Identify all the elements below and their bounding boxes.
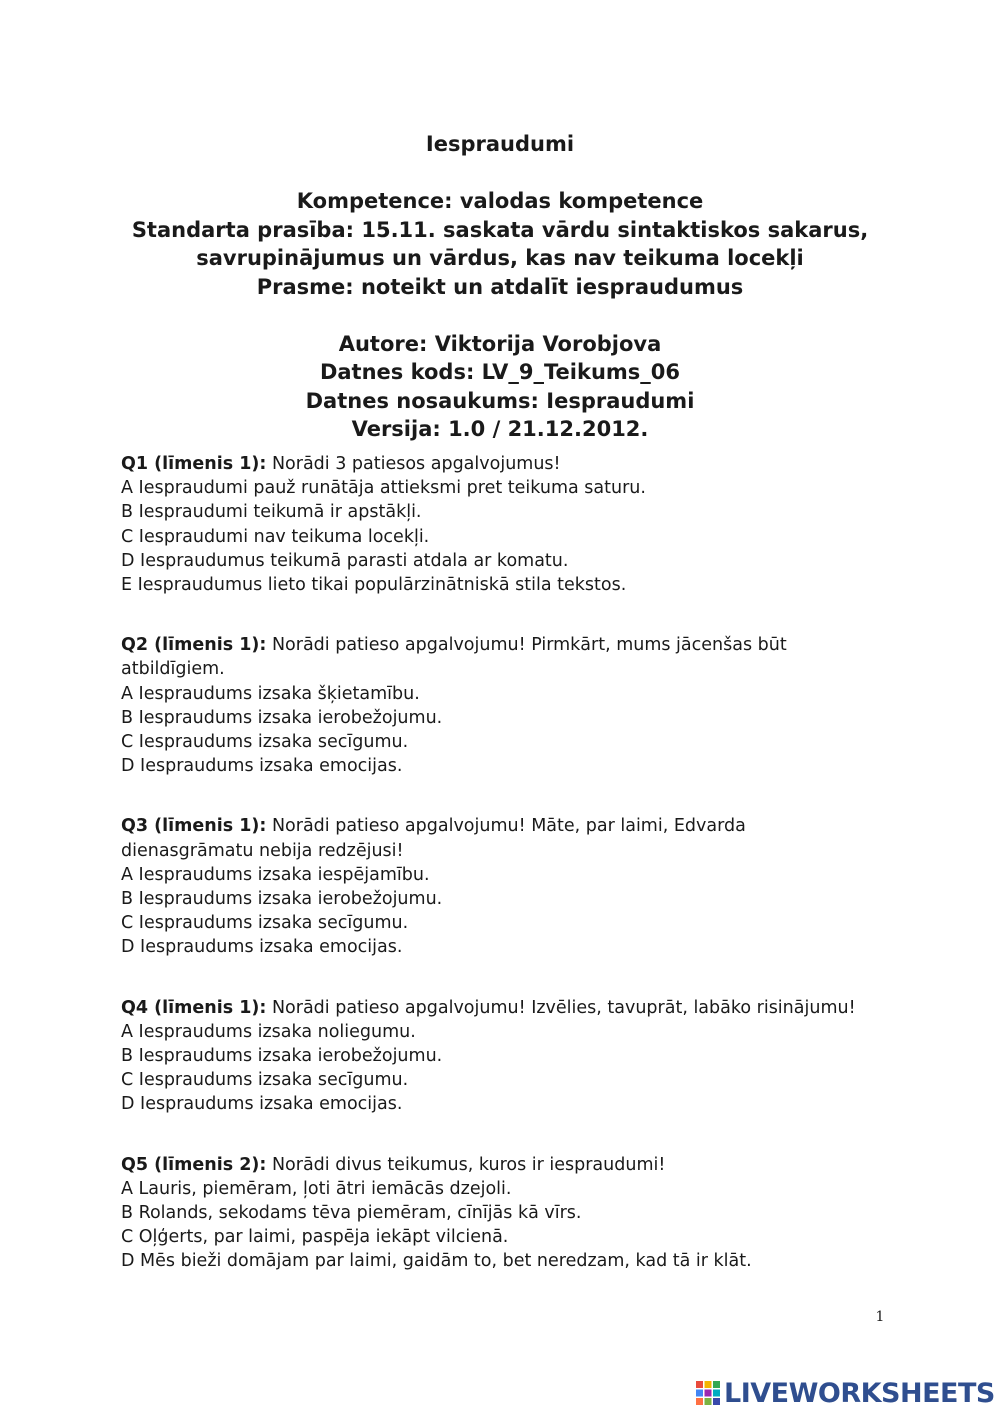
- question-label: Q5 (līmenis 2):: [121, 1154, 267, 1175]
- answer-option[interactable]: D Iespraudums izsaka emocijas.: [121, 756, 403, 777]
- question-prompt: Norādi patieso apgalvojumu! Māte, par laimi, Edvarda dienasgrāmatu nebija redzējusi!: [121, 816, 746, 861]
- answer-option[interactable]: B Rolands, sekodams tēva piemēram, cīnījās kā vīrs.: [121, 1203, 582, 1224]
- version-line: Versija: 1.0 / 21.12.2012.: [351, 417, 649, 441]
- liveworksheets-logo-icon: [696, 1381, 720, 1405]
- answer-option[interactable]: A Iespraudums izsaka šķietamību.: [121, 683, 420, 704]
- question-prompt: Norādi patieso apgalvojumu! Pirmkārt, mums jācenšas būt atbildīgiem.: [121, 635, 787, 680]
- competence-line: Kompetence: valodas kompetence: [296, 189, 704, 213]
- question-3: [121, 814, 881, 959]
- question-2: [121, 633, 881, 778]
- answer-option[interactable]: A Iespraudums izsaka noliegumu.: [121, 1021, 416, 1042]
- question-prompt: Norādi 3 patiesos apgalvojumus!: [271, 454, 561, 474]
- answer-option[interactable]: A Iespraudums izsaka iespējamību.: [121, 864, 430, 885]
- answer-option[interactable]: B Iespraudumi teikumā ir apstākļi.: [121, 502, 422, 523]
- answer-option[interactable]: B Iespraudums izsaka ierobežojumu.: [121, 1046, 443, 1067]
- page-title: Iespraudumi: [425, 132, 575, 156]
- file-name-line: Datnes nosaukums: Iespraudumi: [305, 388, 695, 413]
- file-code-line: Datnes kods: LV_9_Teikums_06: [319, 360, 681, 384]
- question-prompt: Norādi divus teikumus, kuros ir iespraudumi!: [271, 1154, 666, 1175]
- answer-option[interactable]: C Iespraudumi nav teikuma locekļi.: [121, 526, 430, 547]
- answer-option[interactable]: D Iespraudums izsaka emocijas.: [121, 1094, 403, 1115]
- question-label: Q4 (līmenis 1):: [121, 997, 267, 1018]
- question-label: Q3 (līmenis 1):: [121, 816, 267, 837]
- question-label: Q1 (līmenis 1):: [121, 454, 267, 474]
- answer-option[interactable]: D Iespraudumus teikumā parasti atdala ar komatu.: [121, 550, 569, 571]
- question-1: [121, 452, 881, 597]
- answer-option[interactable]: C Iespraudums izsaka secīgumu.: [121, 732, 409, 753]
- answer-option[interactable]: C Iespraudums izsaka secīgumu.: [121, 913, 409, 934]
- liveworksheets-brand[interactable]: [696, 1378, 995, 1408]
- question-4: [121, 996, 881, 1117]
- page-number: 1: [875, 1309, 885, 1325]
- answer-option[interactable]: A Lauris, piemēram, ļoti ātri iemācās dzejoli.: [121, 1178, 512, 1199]
- question-list: [121, 452, 881, 1310]
- answer-option[interactable]: B Iespraudums izsaka ierobežojumu.: [121, 707, 443, 728]
- standard-line-1: Standarta prasība: 15.11. saskata vārdu sintaktiskos sakarus,: [131, 217, 869, 242]
- answer-option[interactable]: E Iespraudumus lieto tikai populārzinātniskā stila tekstos.: [121, 575, 627, 596]
- question-prompt: Norādi patieso apgalvojumu! Izvēlies, tavuprāt, labāko risinājumu!: [271, 997, 856, 1018]
- question-label: Q2 (līmenis 1):: [121, 635, 267, 656]
- skill-line: Prasme: noteikt un atdalīt iespraudumus: [256, 274, 744, 299]
- brand-text: LIVEWORKSHEETS: [724, 1377, 995, 1409]
- standard-line-2: savrupinājumus un vārdus, kas nav teikuma locekļi: [196, 246, 804, 270]
- answer-option[interactable]: D Iespraudums izsaka emocijas.: [121, 937, 403, 958]
- question-5: [121, 1153, 881, 1274]
- answer-option[interactable]: A Iespraudumi pauž runātāja attieksmi pret teikuma saturu.: [121, 478, 646, 499]
- answer-option[interactable]: C Iespraudums izsaka secīgumu.: [121, 1070, 409, 1091]
- answer-option[interactable]: D Mēs bieži domājam par laimi, gaidām to, bet neredzam, kad tā ir klāt.: [121, 1251, 752, 1272]
- answer-option[interactable]: B Iespraudums izsaka ierobežojumu.: [121, 889, 443, 910]
- author-line: Autore: Viktorija Vorobjova: [338, 331, 662, 356]
- document-header: [0, 130, 1000, 444]
- answer-option[interactable]: C Oļģerts, par laimi, paspēja iekāpt vilcienā.: [121, 1227, 509, 1248]
